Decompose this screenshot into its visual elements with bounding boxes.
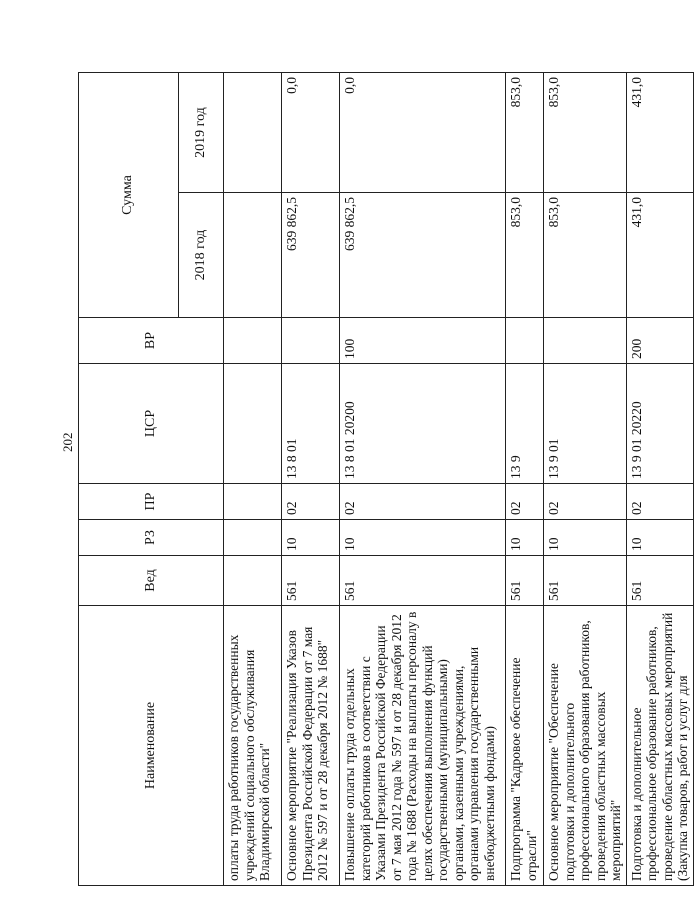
cell-vr [224,318,282,364]
cell-ved: 561 [544,556,627,606]
header-csr: ЦСР [79,364,224,484]
cell-rz: 10 [282,520,340,556]
header-2018: 2018 год [179,193,224,318]
cell-pr: 02 [626,484,693,520]
rotated-budget-table [78,73,691,886]
cell-name: Подпрограмма "Кадровое обеспечение отрасли" [506,606,544,886]
cell-ved: 561 [282,556,340,606]
cell-2019 [224,73,282,193]
header-rz: РЗ [79,520,224,556]
cell-csr: 13 8 01 [282,364,340,484]
header-ved: Вед [79,556,224,606]
cell-vr [282,318,340,364]
header-name: Наименование [79,606,224,886]
cell-ved: 561 [626,556,693,606]
cell-ved: 561 [340,556,506,606]
cell-name: Подготовка и дополнительное профессиональное образование работников, проведение областных массовых мероприятий (Закупка товаров, работ и услуг для [626,606,693,886]
cell-vr: 200 [626,318,693,364]
cell-2018: 639 862,5 [282,193,340,318]
cell-csr: 13 9 01 20220 [626,364,693,484]
budget-table [78,72,694,886]
cell-2019: 0,0 [340,73,506,193]
table-row [282,73,340,886]
cell-name: Основное мероприятие "Реализация Указов Президента Российской Федерации от 7 мая 2012 № 597 и от 28 декабря 2012 № 1688" [282,606,340,886]
cell-2018: 853,0 [506,193,544,318]
cell-pr: 02 [282,484,340,520]
cell-2019: 431,0 [626,73,693,193]
cell-2019: 853,0 [544,73,627,193]
header-sum: Сумма [79,73,179,318]
cell-ved: 561 [506,556,544,606]
cell-2019: 853,0 [506,73,544,193]
table-row [626,73,693,886]
cell-2018: 853,0 [544,193,627,318]
cell-2019: 0,0 [282,73,340,193]
header-row [79,73,179,886]
cell-name: Основное мероприятие "Обеспечение подготовки и дополнительного профессионального образования работников, проведения областных массовых мероприятий" [544,606,627,886]
cell-rz [224,520,282,556]
cell-vr: 100 [340,318,506,364]
cell-csr: 13 8 01 20200 [340,364,506,484]
cell-rz: 10 [626,520,693,556]
cell-rz: 10 [544,520,627,556]
cell-2018 [224,193,282,318]
header-pr: ПР [79,484,224,520]
table-row [544,73,627,886]
cell-name: Повышение оплаты труда отдельных категорий работников в соответствии с Указами Президента Российской Федерации от 7 мая 2012 года № 597 и от 28 декабря 2012 года № 1688 (Расходы на выплаты персоналу в целях обеспечения выполнения функций государственными (муниципальными) органами, казенными учреждениями, органами управления государственными внебюджетными фондами) [340,606,506,886]
table-row [340,73,506,886]
cell-2018: 431,0 [626,193,693,318]
cell-csr: 13 9 [506,364,544,484]
cell-csr: 13 9 01 [544,364,627,484]
cell-vr [544,318,627,364]
cell-vr [506,318,544,364]
cell-2018: 639 862,5 [340,193,506,318]
header-vr: ВР [79,318,224,364]
page-number: 202 [60,432,75,452]
cell-csr [224,364,282,484]
cell-pr [224,484,282,520]
cell-rz: 10 [340,520,506,556]
table-row [224,73,282,886]
cell-name: оплаты труда работников государственных учреждений социального обслуживания Владимирской области" [224,606,282,886]
cell-ved [224,556,282,606]
cell-pr: 02 [544,484,627,520]
cell-pr: 02 [340,484,506,520]
cell-pr: 02 [506,484,544,520]
table-row [506,73,544,886]
header-2019: 2019 год [179,73,224,193]
cell-rz: 10 [506,520,544,556]
